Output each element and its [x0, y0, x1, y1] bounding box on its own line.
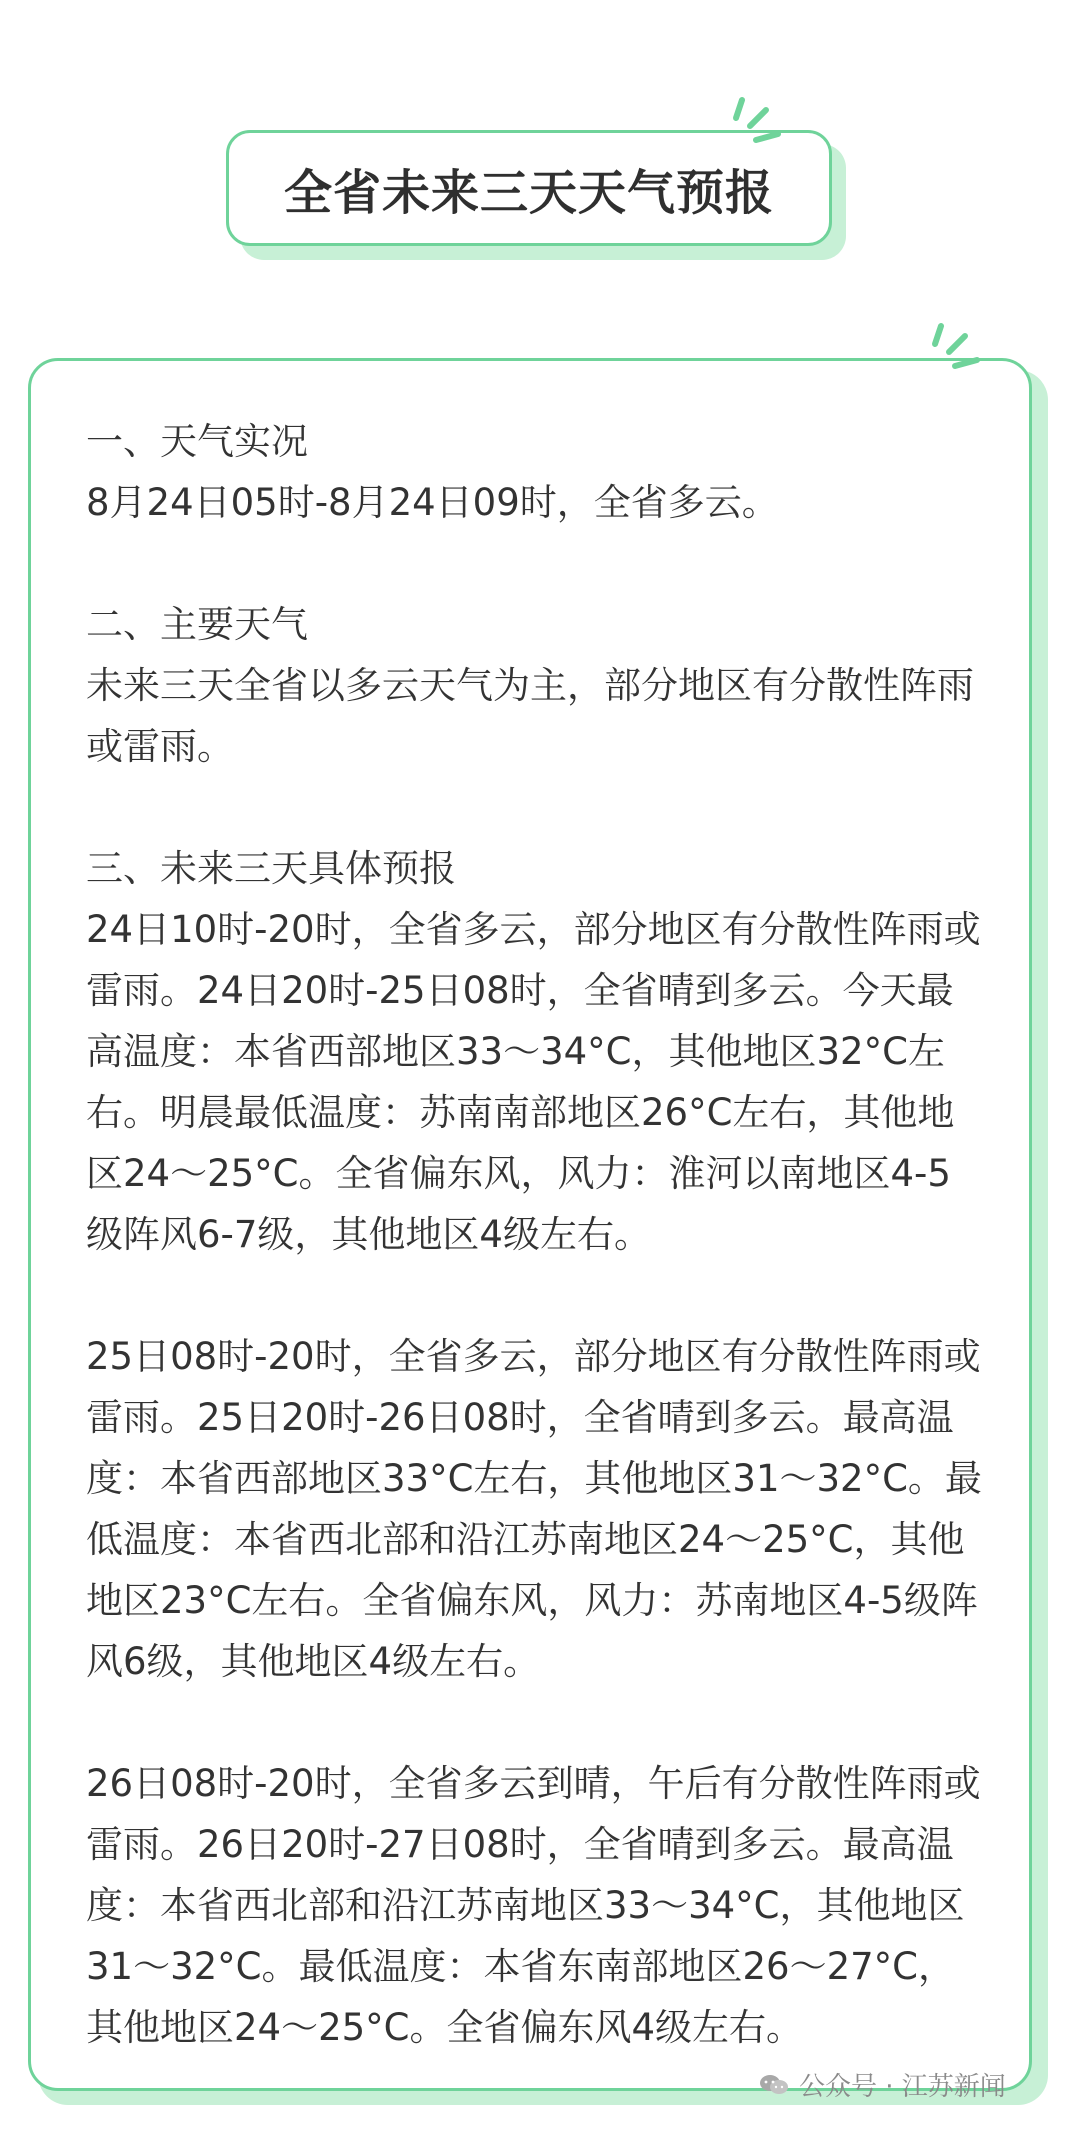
spark-icon: [726, 92, 786, 152]
forecast-day-24: 24日10时-20时，全省多云，部分地区有分散性阵雨或雷雨。24日20时-25日08时，全省晴到多云。今天最高温度：本省西部地区33～34°C，其他地区32°C左右。明晨最低温度：苏南南部地区26°C左右，其他地区24～25°C。全省偏东风，风力：淮河以南地区4-5级阵风6-7级，其他地区4级左右。: [86, 908, 981, 1256]
forecast-day-26: 26日08时-20时，全省多云到晴，午后有分散性阵雨或雷雨。26日20时-27日08时，全省晴到多云。最高温度：本省西北部和沿江苏南地区33～34°C，其他地区31～32°C。最低温度：本省东南部地区26～27°C，其他地区24～25°C。全省偏东风4级左右。: [86, 1762, 981, 2049]
content-card: [28, 358, 1032, 2091]
section-paragraph-main: 未来三天全省以多云天气为主，部分地区有分散性阵雨或雷雨。: [86, 664, 974, 768]
forecast-day-25: 25日08时-20时，全省多云，部分地区有分散性阵雨或雷雨。25日20时-26日08时，全省晴到多云。最高温度：本省西部地区33°C左右，其他地区31～32°C。最低温度：本省西北部和沿江苏南地区24～25°C，其他地区23°C左右。全省偏东风，风力：苏南地区4-5级阵风6级，其他地区4级左右。: [86, 1335, 982, 1683]
section-paragraph-live: 8月24日05时-8月24日09时，全省多云。: [86, 481, 779, 524]
watermark: [759, 2066, 1006, 2103]
wechat-icon: [759, 2073, 789, 2097]
section-heading-live: 一、天气实况: [86, 420, 308, 463]
section-heading-main: 二、主要天气: [86, 603, 308, 646]
content-body: [86, 411, 986, 2058]
section-heading-forecast: 三、未来三天具体预报: [86, 847, 456, 890]
page-title: 全省未来三天天气预报: [283, 164, 774, 221]
spark-icon: [925, 318, 985, 378]
watermark-text: 公众号 · 江苏新闻: [799, 2072, 1006, 2102]
